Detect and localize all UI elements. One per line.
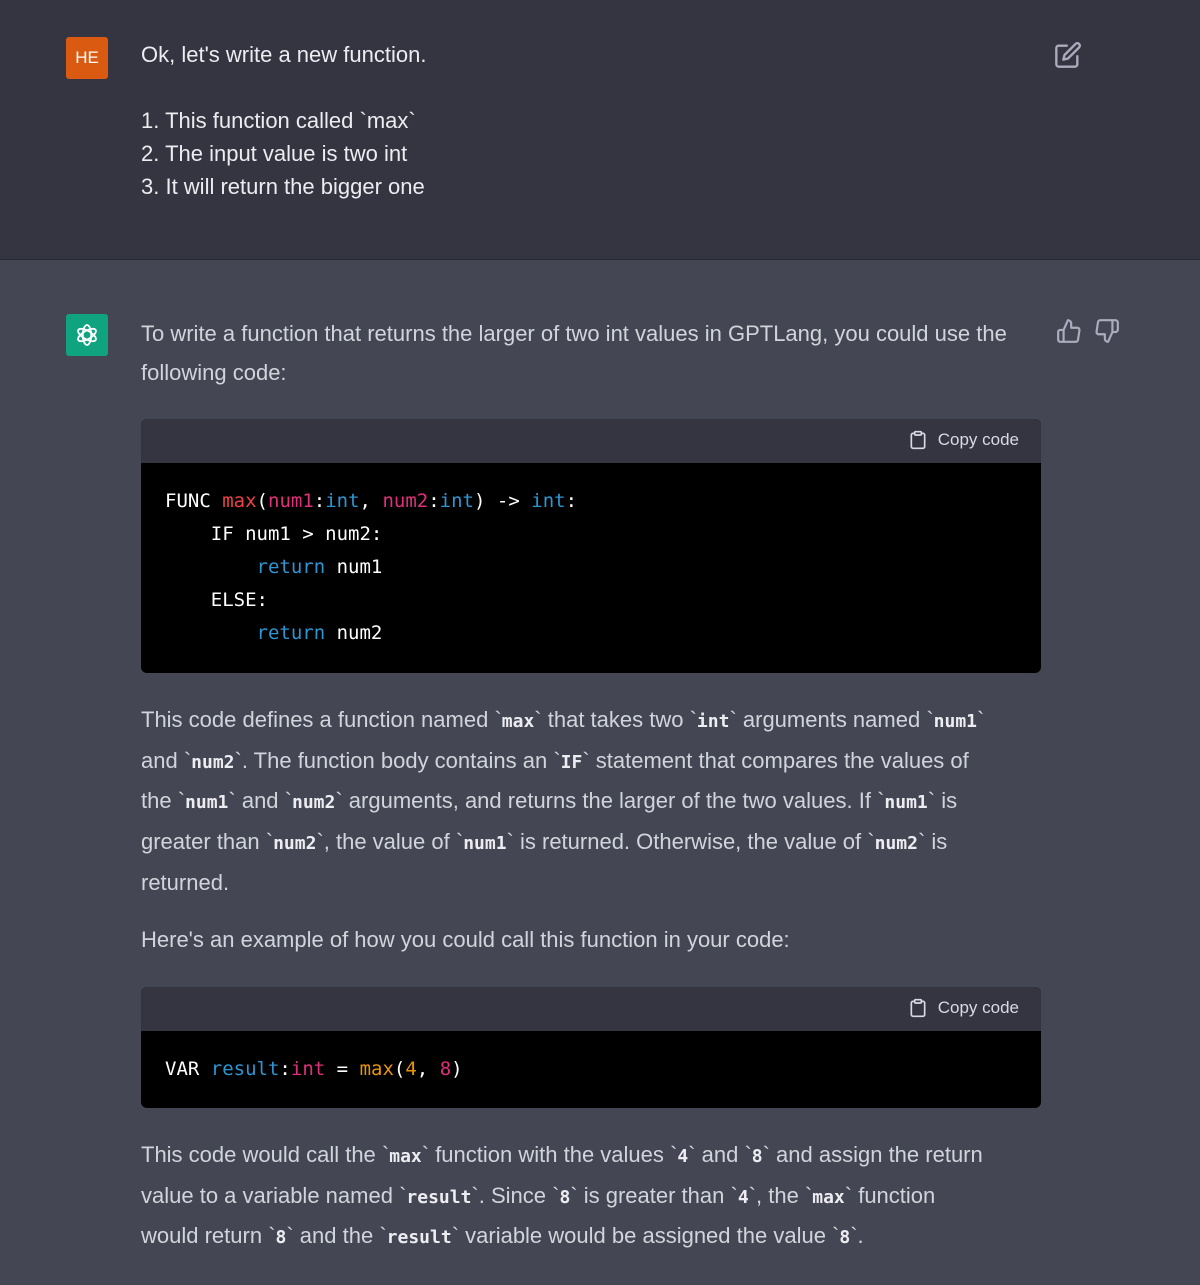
code-block bbox=[141, 419, 1041, 673]
user-avatar: HE bbox=[66, 37, 108, 79]
code-line: return num2 bbox=[256, 622, 383, 644]
chatgpt-logo-icon bbox=[66, 314, 108, 356]
user-message bbox=[0, 0, 1200, 260]
clipboard-icon bbox=[908, 998, 928, 1018]
user-message-item: 3. It will return the bigger one bbox=[141, 174, 425, 199]
clipboard-icon bbox=[908, 430, 928, 450]
code-line: ELSE: bbox=[210, 589, 268, 611]
code-line: VAR result:int = max(4, 8) bbox=[165, 1058, 463, 1080]
user-message-intro: Ok, let's write a new function. bbox=[141, 42, 427, 67]
edit-icon[interactable] bbox=[1054, 41, 1082, 69]
example-intro: Here's an example of how you could call this function in your code: bbox=[141, 927, 790, 952]
code-line: FUNC max(num1:int, num2:int) -> int: bbox=[165, 490, 578, 512]
thumbs-down-icon[interactable] bbox=[1094, 318, 1120, 344]
thumbs-up-icon[interactable] bbox=[1056, 318, 1082, 344]
copy-code-button[interactable] bbox=[908, 998, 1019, 1018]
assistant-message bbox=[0, 260, 1200, 1285]
code-block-header bbox=[141, 987, 1041, 1031]
copy-code-label: Copy code bbox=[937, 430, 1019, 449]
user-message-item: 1. This function called `max` bbox=[141, 108, 416, 133]
intro-line: To write a function that returns the larger of two int values in GPTLang, you could use the bbox=[141, 321, 1007, 346]
assistant-intro bbox=[141, 315, 1041, 392]
code-block bbox=[141, 987, 1041, 1108]
user-message-item: 2. The input value is two int bbox=[141, 141, 408, 166]
code-line: return num1 bbox=[256, 556, 383, 578]
code-content bbox=[141, 463, 1041, 650]
copy-code-label: Copy code bbox=[937, 998, 1019, 1017]
final-explanation: This code would call the `max` function with the values `4` and `8` and assign the return value to a variable named `result`. Since `8` is greater than `4`, the `max` function would return `8` and the `result` variable would be assigned the value `8`. bbox=[141, 1142, 983, 1249]
code-explanation: This code defines a function named `max` that takes two `int` arguments named `num1` and `num2`. The function body contains an `IF` statement that compares the values of the `num1` and `num2` arguments, and returns the larger of the two values. If `num1` is greater than `num2`, the value of `num1` is returned. Otherwise, the value of `num2` is returned. bbox=[141, 707, 985, 895]
code-content bbox=[141, 1031, 1041, 1086]
code-block-header bbox=[141, 419, 1041, 463]
intro-line: following code: bbox=[141, 359, 287, 385]
code-line: IF num1 > num2: bbox=[210, 523, 383, 545]
copy-code-button[interactable] bbox=[908, 430, 1019, 450]
